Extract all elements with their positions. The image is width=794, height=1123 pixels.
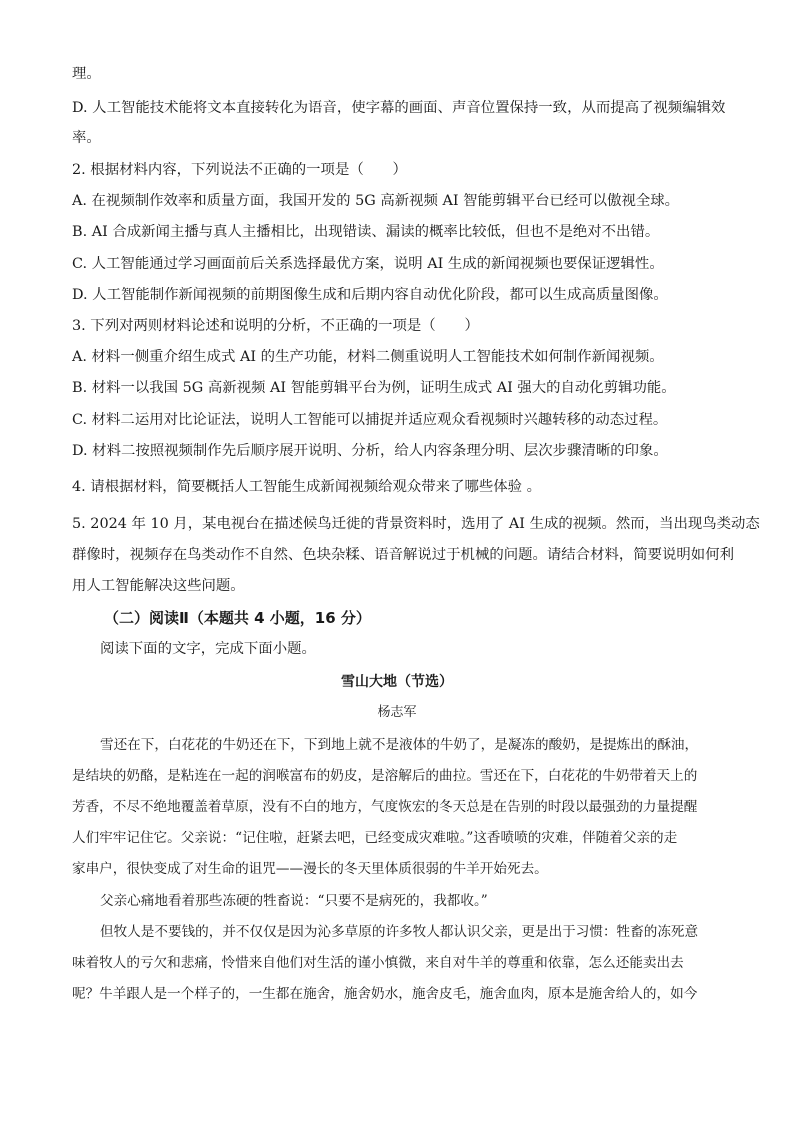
- option-d: D. 人工智能制作新闻视频的前期图像生成和后期内容自动优化阶段，都可以生成高质量图像。: [72, 287, 668, 303]
- story-paragraph: 但牧人是不要钱的，并不仅仅是因为沁多草原的许多牧人都认识父亲，更是出于习惯：牲畜的冻死意: [100, 924, 699, 940]
- option-a: A. 在视频制作效率和质量方面，我国开发的 5G 高新视频 AI 智能剪辑平台已经可以傲视全球。: [72, 193, 680, 209]
- option-d: D. 材料二按照视频制作先后顺序展开说明、分析，给人内容条理分明、层次步骤清晰的印象。: [72, 443, 668, 459]
- story-line: 人们牢牢记住它。父亲说：“记住啦，赶紧去吧，已经变成灾难啦。”这香喷喷的灾难，伴随着父亲的走: [72, 830, 678, 846]
- question-2: 2. 根据材料内容，下列说法不正确的一项是（ ）: [72, 162, 407, 178]
- option-d: D. 人工智能技术能将文本直接转化为语音，使字幕的画面、声音位置保持一致，从而提高了视频编辑效: [72, 100, 726, 116]
- text-line: 理。: [72, 66, 101, 82]
- story-line: 呢？牛羊跟人是一个样子的，一生都在施舍，施舍奶水，施舍皮毛，施舍血肉，原本是施舍给人的，如今: [72, 986, 698, 1002]
- question-5-cont: 用人工智能解决这些问题。: [72, 578, 245, 594]
- option-c: C. 材料二运用对比论证法，说明人工智能可以捕捉并适应观众看视频时兴趣转移的动态过程。: [72, 412, 668, 428]
- question-3: 3. 下列对两则材料论述和说明的分析，不正确的一项是（ ）: [72, 318, 479, 334]
- story-line: 芳香，不尽不绝地覆盖着草原，没有不白的地方，气度恢宏的冬天总是在告别的时段以最强劲的力量提醒: [72, 799, 698, 815]
- story-author: 杨志军: [377, 705, 417, 720]
- story-title: 雪山大地（节选）: [341, 674, 453, 690]
- story-paragraph: 父亲心痛地看着那些冻硬的牲畜说：“只要不是病死的，我都收。”: [100, 893, 488, 909]
- option-c: C. 人工智能通过学习画面前后关系选择最优方案，说明 AI 生成的新闻视频也要保证逻辑性。: [72, 256, 664, 272]
- section-heading: （二）阅读Ⅱ（本题共 4 小题，16 分）: [104, 609, 371, 627]
- story-line: 家串户，很快变成了对生命的诅咒——漫长的冬天里体质很弱的牛羊开始死去。: [72, 861, 548, 877]
- question-5-cont: 群像时，视频存在鸟类动作不自然、色块杂糅、语音解说过于机械的问题。请结合材料，简要说明如何利: [72, 547, 734, 563]
- option-a: A. 材料一侧重介绍生成式 AI 的生产功能，材料二侧重说明人工智能技术如何制作新闻视频。: [72, 349, 664, 365]
- text-line: 率。: [72, 130, 101, 146]
- story-paragraph: 雪还在下，白花花的牛奶还在下，下到地上就不是液体的牛奶了，是凝冻的酸奶，是提炼出的酥油，: [100, 737, 699, 753]
- option-b: B. 材料一以我国 5G 高新视频 AI 智能剪辑平台为例，证明生成式 AI 强大的自动化剪辑功能。: [72, 380, 676, 396]
- question-5: 5. 2024 年 10 月，某电视台在描述候鸟迁徙的背景资料时，选用了 AI 生成的视频。然而，当出现鸟类动态: [72, 516, 760, 532]
- option-b: B. AI 合成新闻主播与真人主播相比，出现错读、漏读的概率比较低，但也不是绝对不出错。: [72, 224, 660, 240]
- story-line: 味着牧人的亏欠和悲痛，怜惜来自他们对生活的谨小慎微，来自对牛羊的尊重和依靠，怎么还能卖出去: [72, 955, 684, 971]
- question-4: 4. 请根据材料，简要概括人工智能生成新闻视频给观众带来了哪些体验 。: [72, 479, 541, 495]
- instruction: 阅读下面的文字，完成下面小题。: [100, 641, 316, 657]
- story-line: 是结块的奶酪，是粘连在一起的润喉富布的奶皮，是溶解后的曲拉。雪还在下，白花花的牛奶带着天上的: [72, 768, 698, 784]
